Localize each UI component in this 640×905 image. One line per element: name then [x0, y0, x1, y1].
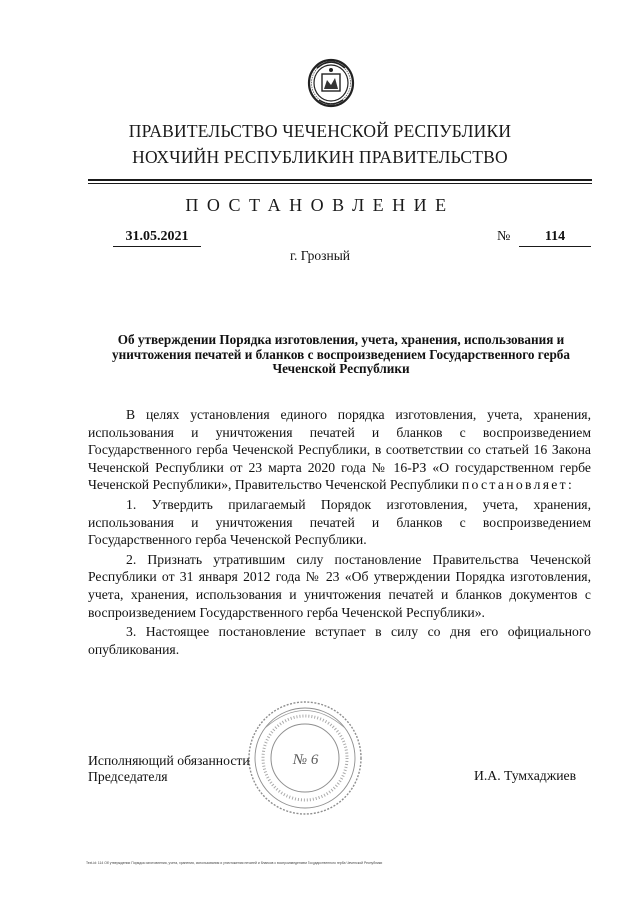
document-date: 31.05.2021 [113, 229, 201, 247]
signatory-position-line-1: Исполняющий обязанности [88, 753, 250, 768]
organization-name-ce: НОХЧИЙН РЕСПУБЛИКИН ПРАВИТЕЛЬСТВО [132, 147, 508, 167]
organization-name-ru: ПРАВИТЕЛЬСТВО ЧЕЧЕНСКОЙ РЕСПУБЛИКИ [128, 121, 512, 141]
document-body [88, 406, 591, 660]
body-resolves: постановляет: [461, 477, 575, 493]
document-type: ПОСТАНОВЛЕНИЕ [185, 195, 455, 215]
signatory-name: И.А. Тумхаджиев [474, 768, 577, 783]
document-footer: Text-id: 114 Об утверждении Порядка изготовления, учета, хранения, использования и уничтожения печатей и бланков с воспроизведением Государственного герба Чеченской Республики [86, 861, 383, 865]
header-divider [88, 179, 592, 181]
stamp-number: № 6 [293, 752, 319, 768]
body-item-2: 2. Признать утратившим силу постановление Правительства Чеченской Республики от 31 января 2012 года № 23 «Об утверждении Порядка изготовления, учета, хранения, использования и уничтожения печатей и бланков документов с воспроизведением Государственного герба Чеченской Республики». [88, 551, 591, 620]
document-number-sign: № [497, 229, 511, 244]
signatory-position-line-2: Председателя [88, 769, 168, 784]
signatory-position [88, 753, 250, 785]
document-city: г. Грозный [289, 248, 351, 263]
document-number: 114 [519, 229, 591, 247]
body-intro-paragraph [88, 406, 591, 494]
header-divider-thin [88, 183, 592, 184]
body-intro: В целях установления единого порядка изготовления, учета, хранения, использования и уничтожения печатей и бланков с воспроизведением Государственного герба Чеченской Республики, в соответствии со статьей 16 Закона Чеченской Республики от 23 марта 2020 года № 16-РЗ «О государственном гербе Чеченской Республики», Правительство Чеченской Республики [88, 407, 591, 493]
body-item-1: 1. Утвердить прилагаемый Порядок изготовления, учета, хранения, использования и уничтожения печатей и бланков с воспроизведением Государственного герба Чеченской Республики. [88, 496, 591, 548]
body-item-3: 3. Настоящее постановление вступает в силу со дня его официального опубликования. [88, 624, 591, 657]
chechen-coat-of-arms-icon [307, 56, 355, 108]
document-title: Об утверждении Порядка изготовления, учета, хранения, использования и уничтожения печатей и бланков с воспроизведением Государственного герба Чеченской Республики [112, 332, 570, 376]
